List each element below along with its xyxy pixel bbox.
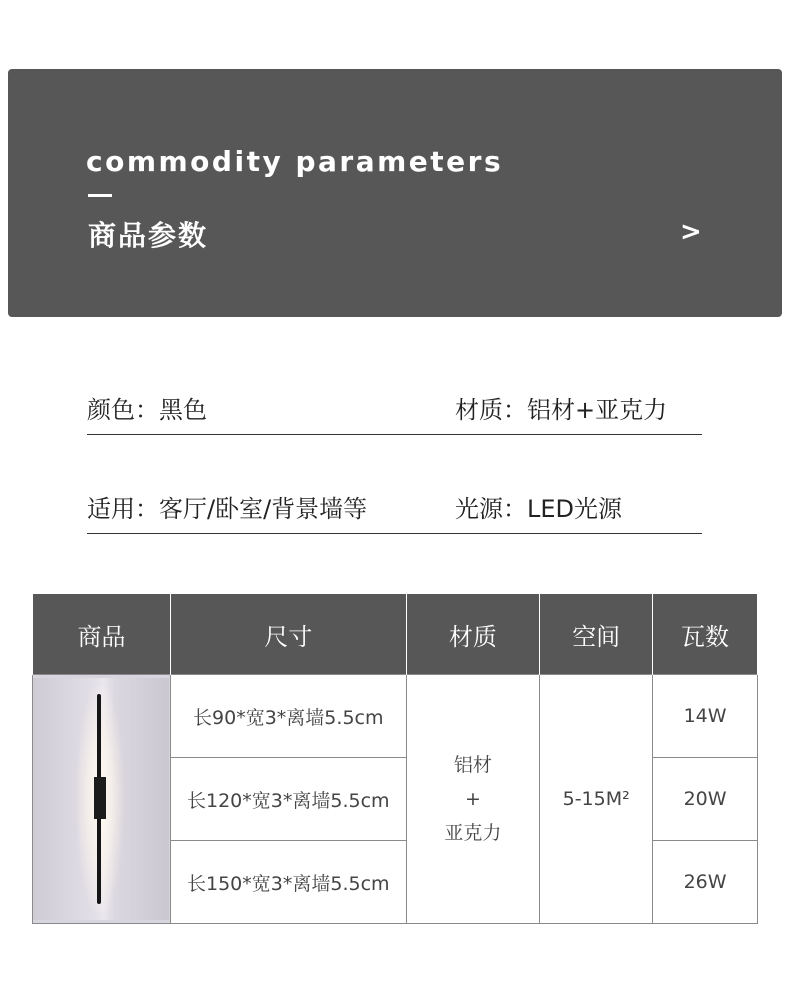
- size-cell: 长150*宽3*离墙5.5cm: [170, 841, 406, 924]
- space-cell: 5-15M²: [540, 675, 653, 924]
- spec-color: 颜色：黑色: [87, 396, 207, 424]
- section-title-cn: 商品参数: [88, 219, 209, 252]
- spec-light-source: 光源：LED光源: [455, 495, 623, 523]
- header-space: 空间: [540, 594, 653, 675]
- product-image: [33, 678, 169, 920]
- wattage-cell: 14W: [653, 675, 758, 758]
- header-material: 材质: [406, 594, 540, 675]
- header-wattage: 瓦数: [653, 594, 758, 675]
- chevron-right-icon[interactable]: >: [680, 217, 702, 247]
- table-row: [33, 675, 758, 758]
- product-image-cell: [33, 675, 171, 924]
- header-size: 尺寸: [170, 594, 406, 675]
- material-cell: [406, 675, 540, 924]
- section-banner: [8, 69, 782, 317]
- parameter-table: [32, 593, 758, 924]
- size-cell: 长90*宽3*离墙5.5cm: [170, 675, 406, 758]
- spec-material: 材质：铝材+亚克力: [455, 396, 668, 424]
- wattage-cell: 20W: [653, 758, 758, 841]
- material-line: 铝材: [453, 754, 492, 776]
- title-divider: [88, 194, 112, 197]
- header-product: 商品: [33, 594, 171, 675]
- lamp-mount: [94, 777, 106, 819]
- wattage-cell: 26W: [653, 841, 758, 924]
- material-line: +: [464, 788, 481, 810]
- spec-usage: 适用：客厅/卧室/背景墙等: [87, 495, 368, 523]
- table-header-row: [33, 594, 758, 675]
- material-line: 亚克力: [444, 822, 502, 844]
- size-cell: 长120*宽3*离墙5.5cm: [170, 758, 406, 841]
- spec-row-2: [87, 477, 702, 534]
- section-title-en: commodity parameters: [86, 145, 504, 178]
- spec-row-1: [87, 378, 702, 435]
